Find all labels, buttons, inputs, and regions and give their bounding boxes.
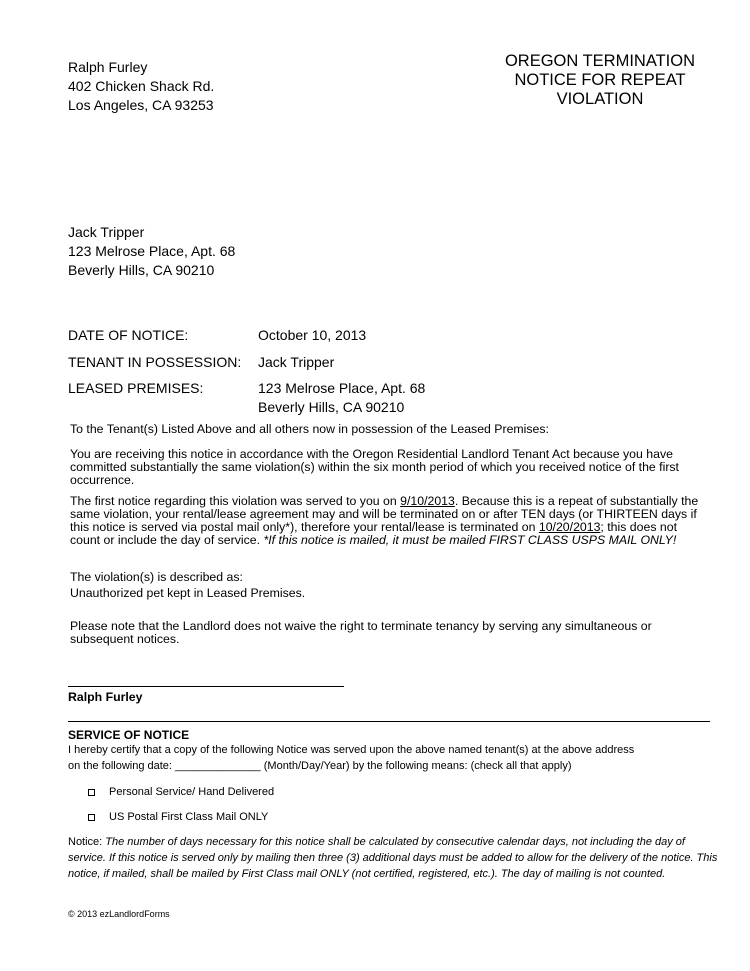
copyright: © 2013 ezLandlordForms <box>68 909 170 919</box>
personal-service-checkbox[interactable] <box>88 789 95 796</box>
tenant-name: Jack Tripper <box>68 224 145 240</box>
service-certification-line1: I hereby certify that a copy of the following Notice was served upon the above named tenant(s) at the above address <box>68 744 635 756</box>
violation-description: Unauthorized pet kept in Leased Premises. <box>70 586 306 600</box>
document-title <box>478 52 722 109</box>
personal-service-label: Personal Service/ Hand Delivered <box>109 786 275 798</box>
landlord-name: Ralph Furley <box>68 59 148 75</box>
leased-premises-label: LEASED PREMISES: <box>68 380 204 396</box>
date-of-notice-value: October 10, 2013 <box>258 327 367 343</box>
service-option-personal <box>88 784 274 800</box>
service-notice <box>68 834 718 882</box>
title-line1: OREGON TERMINATION <box>504 52 696 70</box>
service-heading: SERVICE OF NOTICE <box>68 728 190 742</box>
mailing-warning: *If this notice is mailed, it must be mailed FIRST CLASS USPS MAIL ONLY! <box>263 533 677 547</box>
postal-mail-checkbox[interactable] <box>88 814 95 821</box>
greeting: To the Tenant(s) Listed Above and all others now in possession of the Leased Premises: <box>70 422 549 436</box>
date-of-notice-label: DATE OF NOTICE: <box>68 327 189 343</box>
service-certification <box>68 742 718 774</box>
tenant-in-possession-value: Jack Tripper <box>258 354 335 370</box>
paragraph-first-notice-text-b: . Because this is a repeat of substantially the same violation, your rental/lease agreement may and will be terminated on or after TEN days (or THIRTEEN days if this notice is served via postal mail only*), therefore your rental/lease is terminated on <box>70 494 699 534</box>
service-means-label: (Month/Day/Year) by the following means: (check all that apply) <box>260 760 572 772</box>
service-notice-text: The number of days necessary for this notice shall be calculated by consecutive calendar days, not including the day of service. If this notice is served only by mailing then three (3) additional days must be added to allow for the delivery of the notice. This notice, if mailed, shall be mailed by First Class mail ONLY (not certified, registered, etc.). The day of mailing is not counted. <box>68 836 718 880</box>
tenant-address-line1: 123 Melrose Place, Apt. 68 <box>68 243 236 259</box>
leased-premises-line1: 123 Melrose Place, Apt. 68 <box>258 380 426 396</box>
service-divider <box>68 721 710 722</box>
signature-line <box>68 686 344 687</box>
violation-label: The violation(s) is described as: <box>70 570 243 584</box>
title-line3: VIOLATION <box>556 90 644 108</box>
leased-premises-line2: Beverly Hills, CA 90210 <box>258 399 405 415</box>
title-line2: NOTICE FOR REPEAT <box>514 71 686 89</box>
signature-name: Ralph Furley <box>68 690 143 704</box>
tenant-in-possession-row <box>68 353 334 372</box>
service-option-mail <box>88 809 268 825</box>
service-date-blank[interactable]: ______________ <box>175 760 261 772</box>
service-certification-line2 <box>68 758 718 774</box>
termination-date: 10/20/2013 <box>538 520 601 534</box>
paragraph-no-waiver: Please note that the Landlord does not waive the right to terminate tenancy by serving any simultaneous or subsequent notices. <box>70 619 652 646</box>
leased-premises-value <box>258 379 425 417</box>
date-of-notice-row <box>68 326 366 345</box>
tenant-address <box>68 223 235 280</box>
violation-block <box>70 571 700 600</box>
paragraph-first-notice-text-c: ; this does not count or include the day of service. <box>70 520 677 547</box>
first-notice-date: 9/10/2013 <box>400 494 455 508</box>
paragraph-first-notice <box>70 495 700 547</box>
landlord-address-line2: Los Angeles, CA 93253 <box>68 97 214 113</box>
tenant-in-possession-label: TENANT IN POSSESSION: <box>68 354 242 370</box>
service-date-label: on the following date: <box>68 760 176 772</box>
paragraph-first-notice-text-a: The first notice regarding this violation was served to you on <box>70 494 401 508</box>
landlord-address <box>68 58 214 115</box>
paragraph-receiving-notice: You are receiving this notice in accordance with the Oregon Residential Landlord Tenant Act because you have committed substantially the same violation(s) within the six month period of which you received notice of the first occurrence. <box>70 447 679 487</box>
postal-mail-label: US Postal First Class Mail ONLY <box>109 811 269 823</box>
service-notice-label: Notice: <box>68 836 106 848</box>
landlord-address-line1: 402 Chicken Shack Rd. <box>68 78 215 94</box>
tenant-address-line2: Beverly Hills, CA 90210 <box>68 262 215 278</box>
leased-premises-row <box>68 379 425 417</box>
